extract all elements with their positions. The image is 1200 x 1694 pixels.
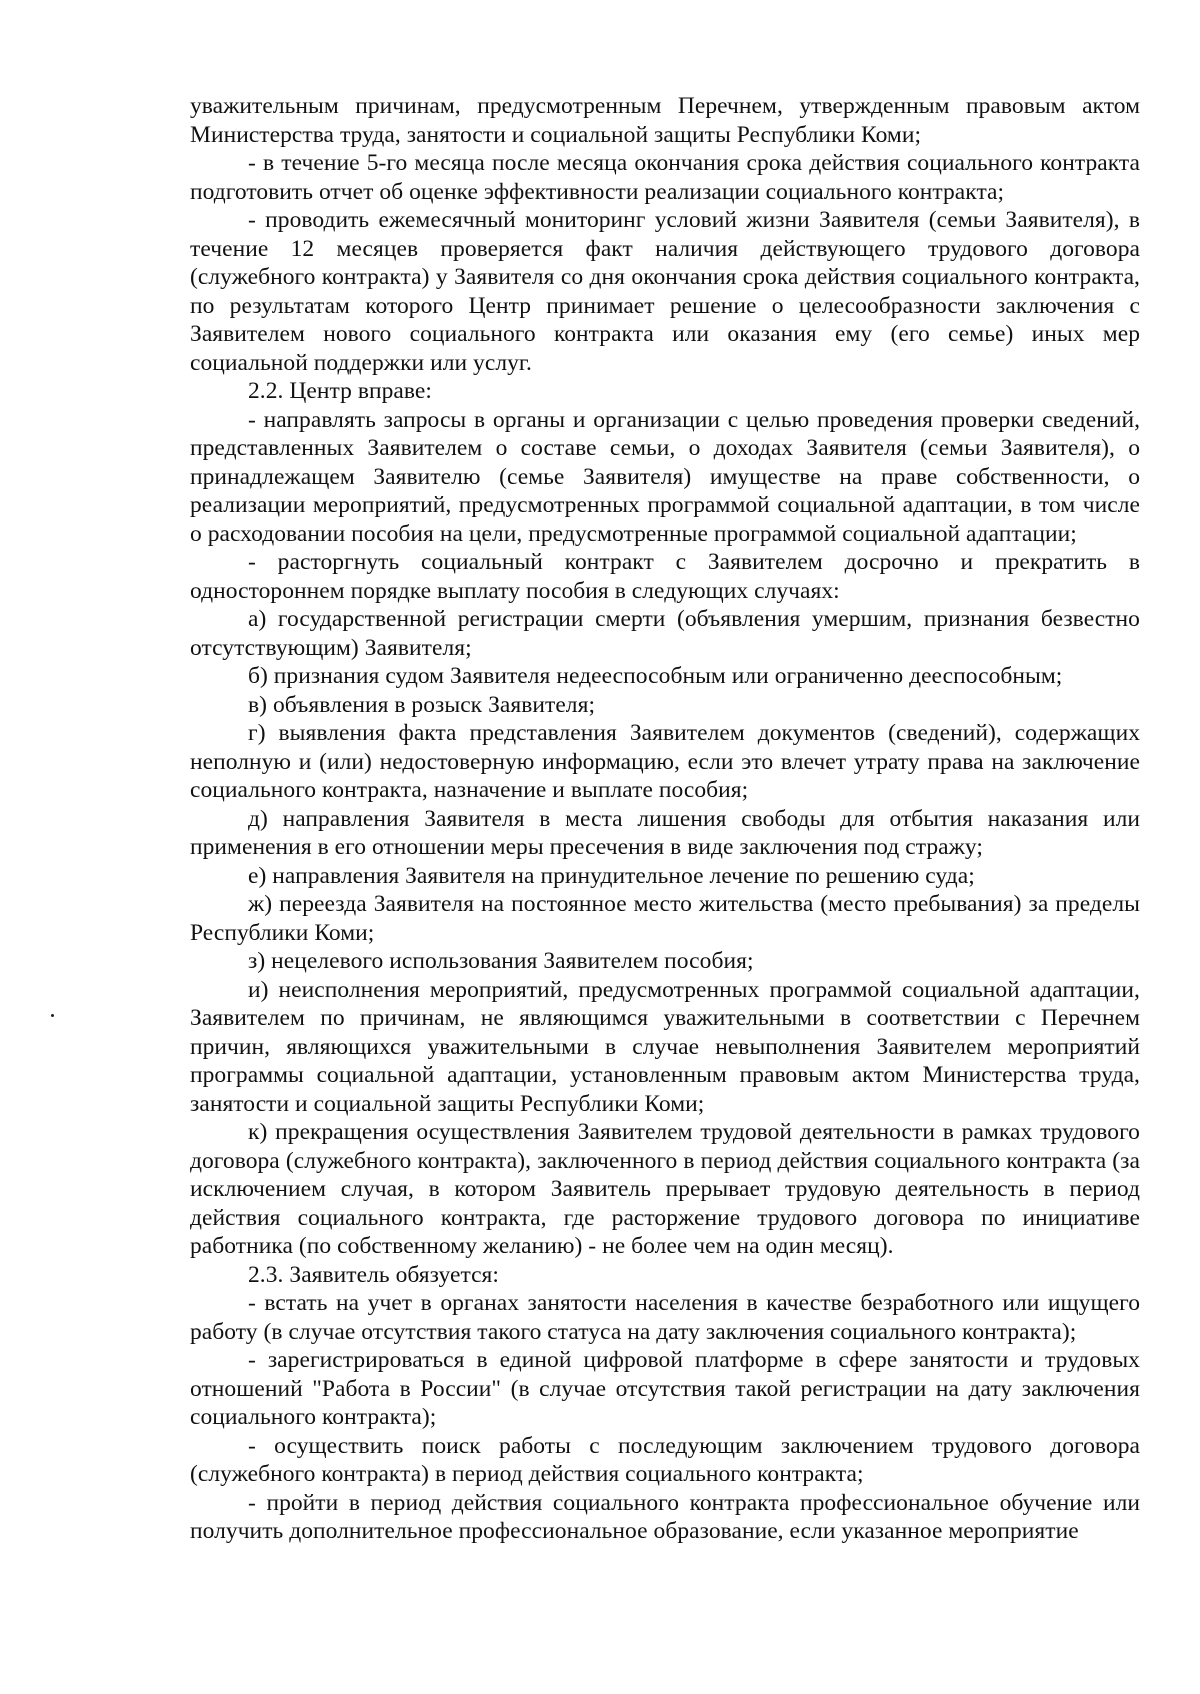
- paragraph: - пройти в период действия социального контракта профессиональное обучение или получить дополнительное профессиональное образование, если указанное мероприятие: [190, 1489, 1140, 1544]
- scan-speck: [51, 1014, 54, 1017]
- list-item: в) объявления в розыск Заявителя;: [248, 691, 596, 718]
- paragraph: - в течение 5-го месяца после месяца окончания срока действия социального контракта подготовить отчет об оценке эффективности реализации социального контракта;: [190, 150, 1140, 205]
- paragraph: - расторгнуть социальный контракт с Заявителем досрочно и прекратить в одностороннем порядке выплату пособия в следующих случаях:: [190, 549, 1140, 604]
- list-item: з) нецелевого использования Заявителем пособия;: [248, 948, 754, 974]
- paragraph: - проводить ежемесячный мониторинг условий жизни Заявителя (семьи Заявителя), в течение 12 месяцев проверяется факт наличия действующего трудового договора (служебного контракта) у Заявителя со дня окончания срока действия социального контракта, по результатам которого Центр принимает решение о целесообразности заключения с Заявителем нового социального контракта или оказания ему (его семье) иных мер социальной поддержки или услуг.: [190, 207, 1140, 376]
- section-heading: 2.3. Заявитель обязуется:: [248, 1261, 499, 1288]
- list-item: е) направления Заявителя на принудительное лечение по решению суда;: [248, 862, 975, 889]
- list-item: б) признания судом Заявителя недееспособным или ограниченно дееспособным;: [248, 663, 1063, 689]
- document-body: [190, 92, 1140, 1546]
- list-item: г) выявления факта представления Заявителем документов (сведений), содержащих неполную и (или) недостоверную информацию, если это влечет утрату права на заключение социального контракта, назначение и выплате пособия;: [190, 720, 1140, 803]
- paragraph: уважительным причинам, предусмотренным Перечнем, утвержденным правовым актом Министерства труда, занятости и социальной защиты Республики Коми;: [190, 93, 1140, 148]
- list-item: д) направления Заявителя в места лишения свободы для отбытия наказания или применения в его отношении меры пресечения в виде заключения под стражу;: [190, 805, 1140, 860]
- list-item: а) государственной регистрации смерти (объявления умершим, признания безвестно отсутствующим) Заявителя;: [190, 606, 1140, 661]
- paragraph: - осуществить поиск работы с последующим заключением трудового договора (служебного контракта) в период действия социального контракта;: [190, 1432, 1140, 1487]
- paragraph: - встать на учет в органах занятости населения в качестве безработного или ищущего работу (в случае отсутствия такого статуса на дату заключения социального контракта);: [190, 1290, 1140, 1345]
- paragraph: - зарегистрироваться в единой цифровой платформе в сфере занятости и трудовых отношений "Работа в России" (в случае отсутствия такой регистрации на дату заключения социального контракта);: [190, 1347, 1140, 1430]
- section-heading: 2.2. Центр вправе:: [248, 378, 432, 404]
- list-item: ж) переезда Заявителя на постоянное место жительства (место пребывания) за пределы Республики Коми;: [190, 891, 1140, 946]
- paragraph: - направлять запросы в органы и организации с целью проведения проверки сведений, представленных Заявителем о составе семьи, о доходах Заявителя (семьи Заявителя), о принадлежащем Заявителю (семье Заявителя) имуществе на праве собственности, о реализации мероприятий, предусмотренных программой социальной адаптации, в том числе о расходовании пособия на цели, предусмотренные программой социальной адаптации;: [190, 406, 1140, 547]
- list-item: и) неисполнения мероприятий, предусмотренных программой социальной адаптации, Заявителем по причинам, не являющимся уважительными в соответствии с Перечнем причин, являющихся уважительными в случае невыполнения Заявителем мероприятий программы социальной адаптации, установленным правовым актом Министерства труда, занятости и социальной защиты Республики Коми;: [190, 976, 1140, 1117]
- list-item: к) прекращения осуществления Заявителем трудовой деятельности в рамках трудового договора (служебного контракта), заключенного в период действия социального контракта (за исключением случая, в котором Заявитель прерывает трудовую деятельность в период действия социального контракта, где расторжение трудового договора по инициативе работника (по собственному желанию) - не более чем на один месяц).: [190, 1119, 1140, 1259]
